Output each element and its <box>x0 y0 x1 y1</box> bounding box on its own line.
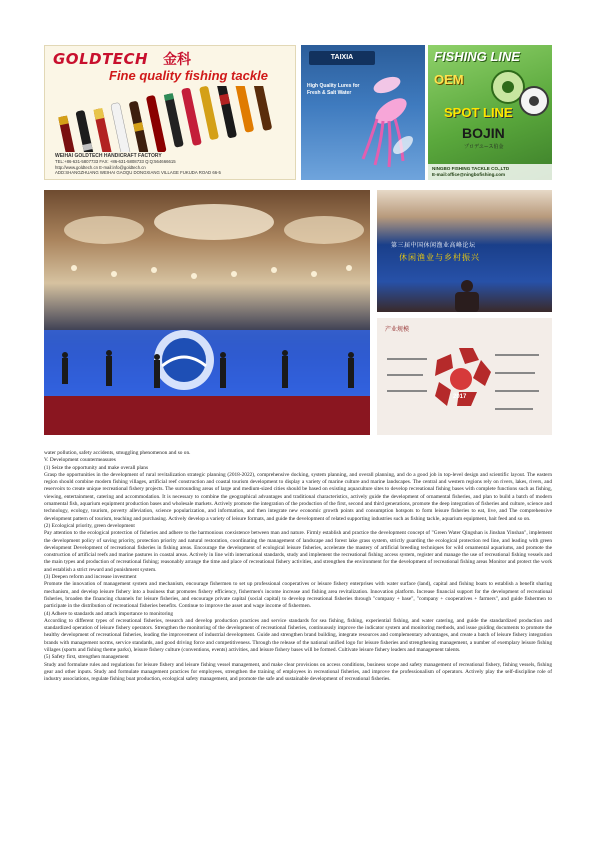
paragraph: Grasp the opportunities in the development of rural revitalization strategic planning (2018-2022), comprehensive docking, system planning, and overall planning, and do a good job in top-level design and scientific layout. The eastern region should combine modern fishing villages, artificial reef construction and coastal tourism development to display a variety of marine culture and marine landscapes. The central and western regions rely on rivers, lakes, rivers, and reservoirs to create unique recreational fishery projects. The surrounding areas of large and medium-sized cities should be based on existing aquaculture sites to develop recreational fishing bases with complete functions such as fishing, viewing, entertainment, catering and accommodation. It is necessary to combine the geographical advantages and traditional characteristics, actively guide the development of ornamental fisheries, and plan to build a batch of modern ornamental fish, aquarium equipment production bases and wholesale markets. Actively promote the integration of the production of the first, second and third generations, promote the deep integration of fisheries and culture, science and technology, ecology, tourism, poverty alleviation, science popularization, and information, and then integrate new economic growth points and consumption hotspots to form leisure fisheries to eat, live, and The comprehensive development pattern of tourism, teaching and purchasing. Actively develop a variety of leisure formats, and guide the development of related supporting industries such as fishing tackle, aquarium equipment, bait feed and so on. <box>44 471 552 522</box>
goldtech-advertisement <box>44 45 296 180</box>
fishing-line-email: E-mail:office@ningbofishing.com <box>432 172 506 177</box>
goldtech-contact-info <box>55 154 291 176</box>
fishing-line-title: FISHING LINE <box>434 49 520 64</box>
fishing-line-company: NINGBO FISHING TACKLE CO.,LTD <box>432 166 510 171</box>
subsection-heading: (2) Ecological priority, green development <box>44 522 135 529</box>
squid-lure-image <box>341 67 425 177</box>
article-body <box>44 450 552 684</box>
fishing-rod-handles-image <box>55 86 287 152</box>
goldtech-web: http://www.goldtech.cn E-mail:info@goldtech.cn <box>55 164 146 170</box>
section-heading: V. Development countermeasures <box>44 457 116 464</box>
spot-line-label: SPOT LINE <box>444 105 513 120</box>
slide-title: 产业规模 <box>385 326 410 333</box>
goldtech-logo-cn: 金科 <box>163 52 191 68</box>
paragraph: Pay attention to the ecological protection of fisheries and adhere to the harmonious coexistence between man and nature. Firmly establish and practice the development concept of "Green Water Qingshan is Jinshan Yinshan", implement the development policy of saving priority, protection priority and natural restoration, coordinating the management of landscape and forest lake grass system, strictly guarding the ecological protection red line, and leading with green development Development of recreational fisheries in fishing areas. Encourage the development of ecological leisure fisheries, accelerate the mastery of artificial breeding techniques for wild ornamental aquariums, and promote the construction of artificial reefs and marine pastures in coastal areas. Actively in line with international standards, study and implement the recreational fishing access system, register and manage the use of recreational fishing vessels and the main types and production of recreational fishing; reasonably arrange the time and place of recreational fishery activities, and strengthen the environment for the development of recreational fishing areas Monitor and protect the work and establish a strict reward and punishment system. <box>44 530 552 573</box>
bojin-brand-note: プロデユース伯金 <box>464 144 504 150</box>
forum-banner-photo <box>377 190 552 312</box>
fishing-line-advertisement <box>428 45 552 180</box>
speaker-silhouette <box>447 278 487 312</box>
subsection-heading: (3) Deepen reform and increase investment <box>44 574 137 581</box>
paragraph: According to different types of recreational fisheries, research and develop production practices and service standards for sea fishing, fishing, experiential fishing, and water catering, and guide the standardized production and standardized operation of leisure fishery operators. Strengthen the monitoring of the development of recreational fisheries, continuously improve the indicator system and monitoring methods, and issue guiding documents to promote the healthy development of recreational fisheries, leading the improvement of industrial development. Guide and strengthen brand building, integrate resources and complementary advantages, and create a batch of leisure fishery integration brands with management norms, service standards, and good driving force and competitiveness. Through the release of the national unified logo for leisure fisheries and strengthening management, a number of exemplary leisure fishing villages (sports and fishing theme parks), leisure fishery culture (conventions, events) activities, and leisure fishery bases will be formed. Cultivate leisure fishery leaders and management talents. <box>44 617 552 654</box>
fishing-line-contact <box>428 164 552 180</box>
forum-banner-line2: 休闲渔业与乡村振兴 <box>399 253 480 262</box>
subsection-heading: (4) Adhere to standards and attach importance to monitoring <box>44 610 174 617</box>
forum-banner-line1: 第三届中国休闲渔业高峰论坛 <box>391 242 476 249</box>
goldtech-company-name: WEIHAI GOLDTECH HANDICRAFT FACTORY <box>55 153 162 159</box>
subsection-heading: (5) Safety first, strengthen management <box>44 654 129 661</box>
subsection-heading: (1) Seize the opportunity and make overall plans <box>44 464 149 471</box>
goldtech-phone: TEL:+86-631-5807733 FAX: +86-631-5808733 Q:Q:564666615 <box>55 159 176 165</box>
paragraph: water pollution, safety accidents, smuggling phenomenon and so on. <box>44 450 191 456</box>
bojin-brand: BOJIN <box>462 125 505 141</box>
goldtech-logo: GOLDTECH <box>53 50 149 68</box>
lure-advertisement <box>301 45 425 180</box>
goldtech-tagline: Fine quality fishing tackle <box>109 68 268 83</box>
conference-stage-illustration <box>44 190 370 435</box>
oem-label: OEM <box>434 72 464 87</box>
paragraph: Promote the innovation of management system and mechanism, encourage fishermen to set up professional cooperatives or leisure fishery enterprises with water surface (land), capital and fishing boats to establish a benefit sharing mechanism, and develop leisure fishery into a business that promotes fishery efficiency, fishermen's income increase and fishing area revitalization. Innovation platform. Increase financial support for the development of recreational fisheries, broaden the financing channels for leisure fisheries, and encourage private capital (social capital) to develop recreational fisheries through "company + base", "company + cooperatives + farmers", and guide fishermen to participate in the distribution of recreational fisheries benefits. Continue to improve the asset and wage income of fishermen. <box>44 581 552 610</box>
slide-year: 2017 <box>453 394 467 400</box>
goldtech-address: ADD:SHANGZHUANG WEIHAI GAOQU DONGXIANG VILLAGE FUKUDA ROAD 66-5 <box>55 170 221 176</box>
lure-subtitle: High Quality Lures for Fresh & Salt Water <box>307 83 360 96</box>
industry-scale-diagram <box>377 318 552 435</box>
lure-brand-logo: TAIXIA <box>309 51 375 65</box>
conference-stage-photo <box>44 190 370 435</box>
paragraph: Study and formulate rules and regulations for leisure fishery and leisure fishing vessel management, and make clear provisions on access conditions, business scope and safety management of recreational fishery, fishing vessels, fishing gear and other inputs. Study and formulate management practices for employees, strengthen the training of employees in recreational fisheries, and improve the professionalism of operators. Actively play the self-discipline role of industry associations, regulate fishing boat production, ecological safety management, and promote the safe and sustainable development of recreational fisheries. <box>44 661 552 683</box>
industry-scale-slide-photo <box>377 318 552 435</box>
